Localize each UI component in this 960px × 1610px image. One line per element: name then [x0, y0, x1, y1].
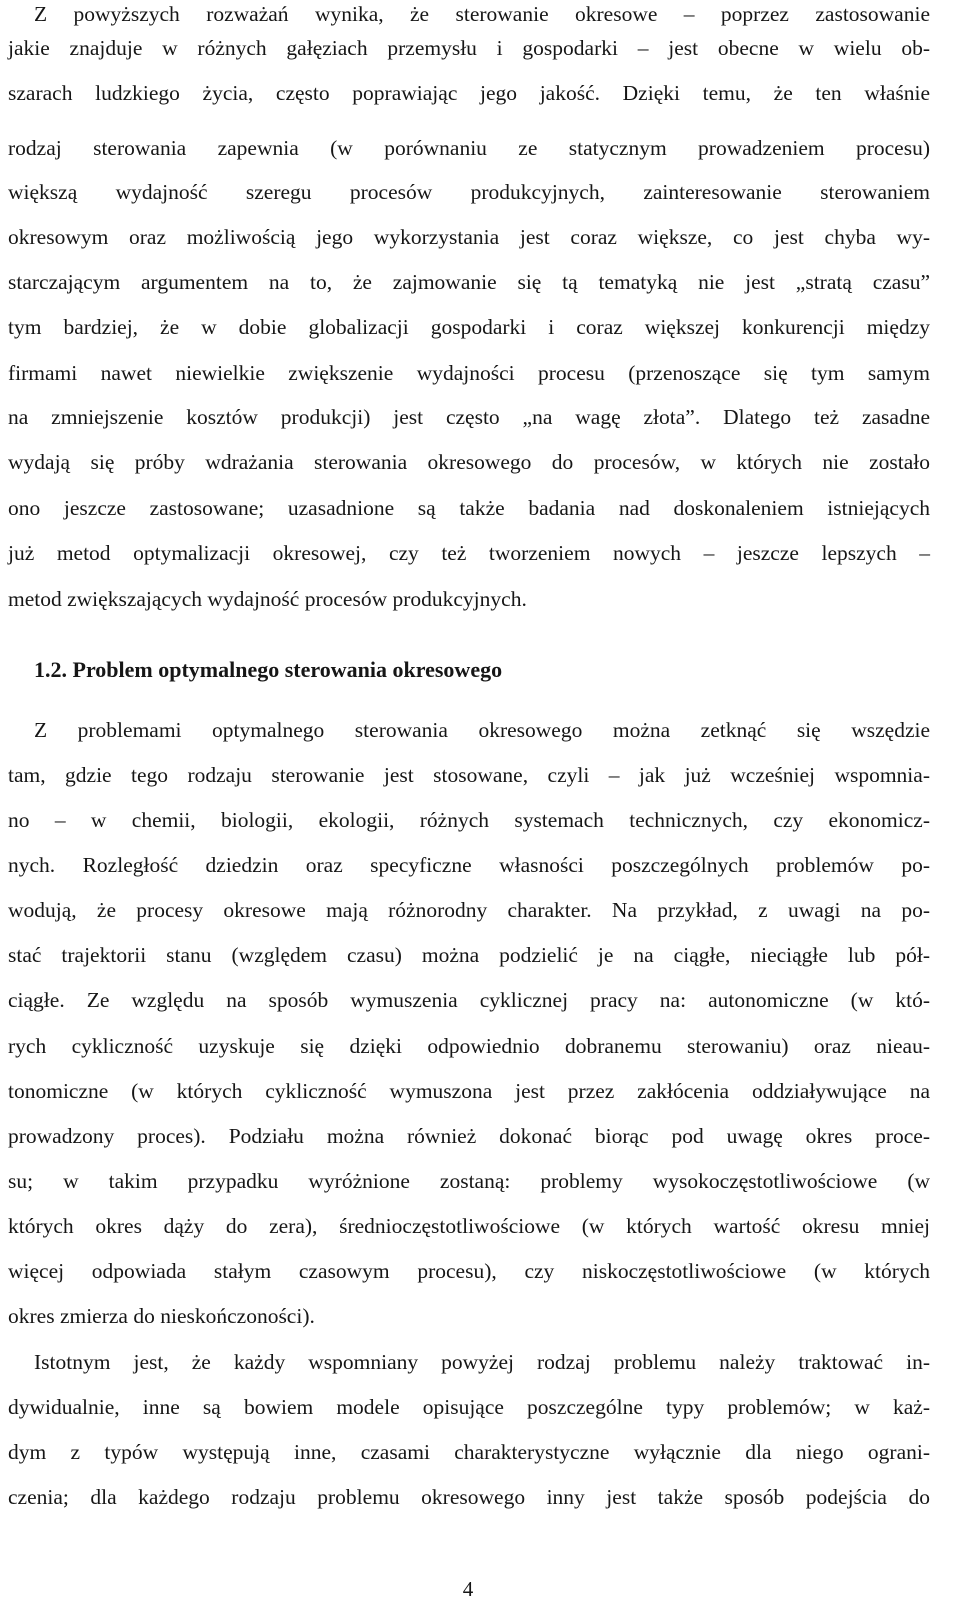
paragraph-1-line-7: starczającym argumentem na to, że zajmowanie się tą tematyką nie jest „stratą czasu” [8, 270, 930, 294]
paragraph-1-line-9: firmami nawet niewielkie zwiększenie wydajności procesu (przenoszące się tym samym [8, 361, 930, 385]
paragraph-2-line-7: ciągłe. Ze względu na sposób wymuszenia cyklicznej pracy na: autonomiczne (w któ- [8, 988, 930, 1012]
paragraph-1-line-13: już metod optymalizacji okresowej, czy też tworzeniem nowych – jeszcze lepszych – [8, 541, 930, 565]
paragraph-2-line-2: tam, gdzie tego rodzaju sterowanie jest stosowane, czyli – jak już wcześniej wspomnia- [8, 763, 930, 787]
paragraph-2-line-4: nych. Rozległość dziedzin oraz specyficzne własności poszczególnych problemów po- [8, 853, 930, 877]
paragraph-2-line-5: wodują, że procesy okresowe mają różnorodny charakter. Na przykład, z uwagi na po- [8, 898, 930, 922]
paragraph-2-line-13: więcej odpowiada stałym czasowym procesu), czy niskoczęstotliwościowe (w których [8, 1259, 930, 1283]
paragraph-1-line-4: rodzaj sterowania zapewnia (w porównaniu ze statycznym prowadzeniem procesu) [8, 136, 930, 160]
paragraph-2-line-3: no – w chemii, biologii, ekologii, różnych systemach technicznych, czy ekonomicz- [8, 808, 930, 832]
page-number: 4 [462, 1577, 474, 1601]
paragraph-3-line-3: dym z typów występują inne, czasami charakterystyczne wyłącznie dla niego ograni- [8, 1440, 930, 1464]
paragraph-3-line-4: czenia; dla każdego rodzaju problemu okresowego inny jest także sposób podejścia do [8, 1485, 930, 1509]
paragraph-1-line-12: ono jeszcze zastosowane; uzasadnione są także badania nad doskonaleniem istniejących [8, 496, 930, 520]
paragraph-1-line-14: metod zwiększających wydajność procesów produkcyjnych. [8, 587, 527, 611]
section-heading: 1.2. Problem optymalnego sterowania okresowego [34, 657, 503, 682]
paragraph-3-line-1: Istotnym jest, że każdy wspomniany powyżej rodzaj problemu należy traktować in- [34, 1350, 930, 1374]
paragraph-2-line-14: okres zmierza do nieskończoności). [8, 1304, 315, 1328]
paragraph-2-line-12: których okres dąży do zera), średnioczęstotliwościowe (w których wartość okresu mniej [8, 1214, 930, 1238]
paragraph-1-line-8: tym bardziej, że w dobie globalizacji gospodarki i coraz większej konkurencji między [8, 315, 930, 339]
paragraph-2-line-11: su; w takim przypadku wyróżnione zostaną: problemy wysokoczęstotliwościowe (w [8, 1169, 930, 1193]
paragraph-2-line-6: stać trajektorii stanu (względem czasu) można podzielić je na ciągłe, nieciągłe lub pół- [8, 943, 930, 967]
paragraph-1-line-11: wydają się próby wdrażania sterowania okresowego do procesów, w których nie zostało [8, 450, 930, 474]
paragraph-1-line-2: jakie znajduje w różnych gałęziach przemysłu i gospodarki – jest obecne w wielu ob- [8, 36, 930, 60]
paragraph-1-line-10: na zmniejszenie kosztów produkcji) jest często „na wagę złota”. Dlatego też zasadne [8, 405, 930, 429]
paragraph-1-line-5: większą wydajność szeregu procesów produkcyjnych, zainteresowanie sterowaniem [8, 180, 930, 204]
paragraph-3-line-2: dywidualnie, inne są bowiem modele opisujące poszczególne typy problemów; w każ- [8, 1395, 930, 1419]
paragraph-1-line-3: szarach ludzkiego życia, często poprawiając jego jakość. Dzięki temu, że ten właśnie [8, 81, 930, 105]
paragraph-2-line-9: tonomiczne (w których cykliczność wymuszona jest przez zakłócenia oddziaływujące na [8, 1079, 930, 1103]
paragraph-1-line-1: Z powyższych rozważań wynika, że sterowanie okresowe – poprzez zastosowanie [34, 2, 930, 26]
paragraph-2-line-1: Z problemami optymalnego sterowania okresowego można zetknąć się wszędzie [34, 718, 930, 742]
paragraph-2-line-8: rych cykliczność uzyskuje się dzięki odpowiednio dobranemu sterowaniu) oraz nieau- [8, 1034, 930, 1058]
paragraph-2-line-10: prowadzony proces). Podziału można również dokonać biorąc pod uwagę okres proce- [8, 1124, 930, 1148]
paragraph-1-line-6: okresowym oraz możliwością jego wykorzystania jest coraz większe, co jest chyba wy- [8, 225, 930, 249]
